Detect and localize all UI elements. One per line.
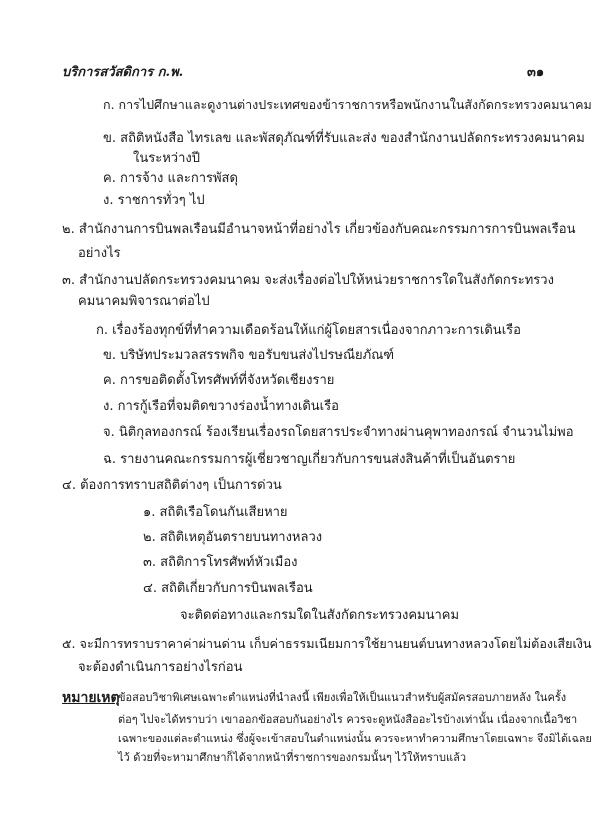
note-line-1: ข้อสอบวิชาพิเศษเฉพาะตำแหน่งที่นำลงนี้ เพียงเพื่อให้เป็นแนวสำหรับผู้สมัครสอบภายหลัง ในครั้ง — [118, 691, 567, 704]
item-3-kho-cont: ในระหว่างปี — [133, 151, 200, 166]
question-4-item-3: ๓. สถิติการโทรศัพท์หัวเมือง — [143, 555, 298, 570]
question-3: ๓. สำนักงานปลัดกระทรวงคมนาคม จะส่งเรื่องต่อไปให้หน่วยราชการใดในสังกัดกระทรวง — [62, 273, 554, 288]
question-3-cont: คมนาคมพิจารณาต่อไป — [78, 294, 210, 309]
question-3-ngo: ง. การกู้เรือที่จมติดขวางร่องน้ำทางเดินเรือ — [103, 399, 339, 414]
question-5: ๕. จะมีการทราบราคาค่าผ่านด่าน เก็บค่าธรรมเนียมการใช้ยานยนต์บนทางหลวงโดยไม่ต้องเสียเงิน — [62, 636, 592, 651]
note-line-3: เฉพาะของแต่ละตำแหน่ง ซึ่งผู้จะเข้าสอบในตำแหน่งนั้น ควรจะหาทำความศึกษาโดยเฉพาะ จึงมิได้เฉลย — [118, 732, 592, 745]
question-4-item-2: ๒. สถิติเหตุอันตรายบนทางหลวง — [143, 530, 323, 545]
item-3-ka: ก. การไปศึกษาและดูงานต่างประเทศของข้าราชการหรือพนักงานในสังกัดกระทรวงคมนาคม — [103, 97, 592, 112]
running-header-title: บริการสวัสดิการ ก.พ. — [62, 65, 184, 80]
item-3-kho: ข. สถิติหนังสือ ไทรเลข และพัสดุภัณฑ์ที่รับและส่ง ของสำนักงานปลัดกระทรวงคมนาคม — [103, 131, 585, 146]
question-3-cho: จ. นิติกุลทองกรณ์ ร้องเรียนเรื่องรถโดยสารประจำทางผ่านคุพาทองกรณ์ จำนวนไม่พอ — [103, 425, 574, 440]
question-2: ๒. สำนักงานการบินพลเรือนมีอำนาจหน้าที่อย่างไร เกี่ยวข้องกับคณะกรรมการการบินพลเรือน — [62, 222, 576, 237]
question-4: ๔. ต้องการทราบสถิติต่างๆ เป็นการด่วน — [62, 478, 282, 493]
question-3-kho-khwai: ค. การขอติดตั้งโทรศัพท์ที่จังหวัดเชียงราย — [103, 373, 335, 388]
note-line-4: ไว้ ด้วยที่จะหามาศึกษาก็ได้จากหน้าที่ราชการของกรมนั้นๆ ไว้ให้ทราบแล้ว — [118, 751, 467, 764]
question-3-kho: ข. บริษัทประมวลสรรพกิจ ขอรับขนส่งไปรษณียภัณฑ์ — [103, 348, 395, 363]
question-2-cont: อย่างไร — [78, 246, 121, 261]
question-4-item-4: ๔. สถิติเกี่ยวกับการบินพลเรือน — [143, 581, 313, 596]
question-3-chi: ฉ. รายงานคณะกรรมการผู้เชี่ยวชาญเกี่ยวกับการขนส่งสินค้าที่เป็นอันตราย — [103, 452, 516, 467]
note-label: หมายเหตุ — [62, 690, 120, 706]
item-3-kho-khwai: ค. การจ้าง และการพัสดุ — [103, 171, 238, 186]
item-3-ngo: ง. ราชการทั่วๆ ไป — [103, 193, 205, 208]
page-number: ๓๑ — [527, 65, 545, 80]
note-line-2: ต่อๆ ไปจะได้ทราบว่า เขาออกข้อสอบกันอย่างไร ควรจะดูหนังสืออะไรบ้างเท่านั้น เนื่องจากเนื้อวิชา — [118, 713, 578, 726]
question-4-item-1: ๑. สถิติเรือโดนกันเสียหาย — [143, 505, 288, 520]
question-5-cont: จะต้องดำเนินการอย่างไรก่อน — [78, 660, 243, 675]
question-3-ka: ก. เรื่องร้องทุกข์ที่ทำความเดือดร้อนให้แก่ผู้โดยสารเนื่องจากภาวะการเดินเรือ — [96, 323, 521, 338]
question-4-cont: จะติดต่อทางและกรมใดในสังกัดกระทรวงคมนาคม — [180, 608, 460, 623]
